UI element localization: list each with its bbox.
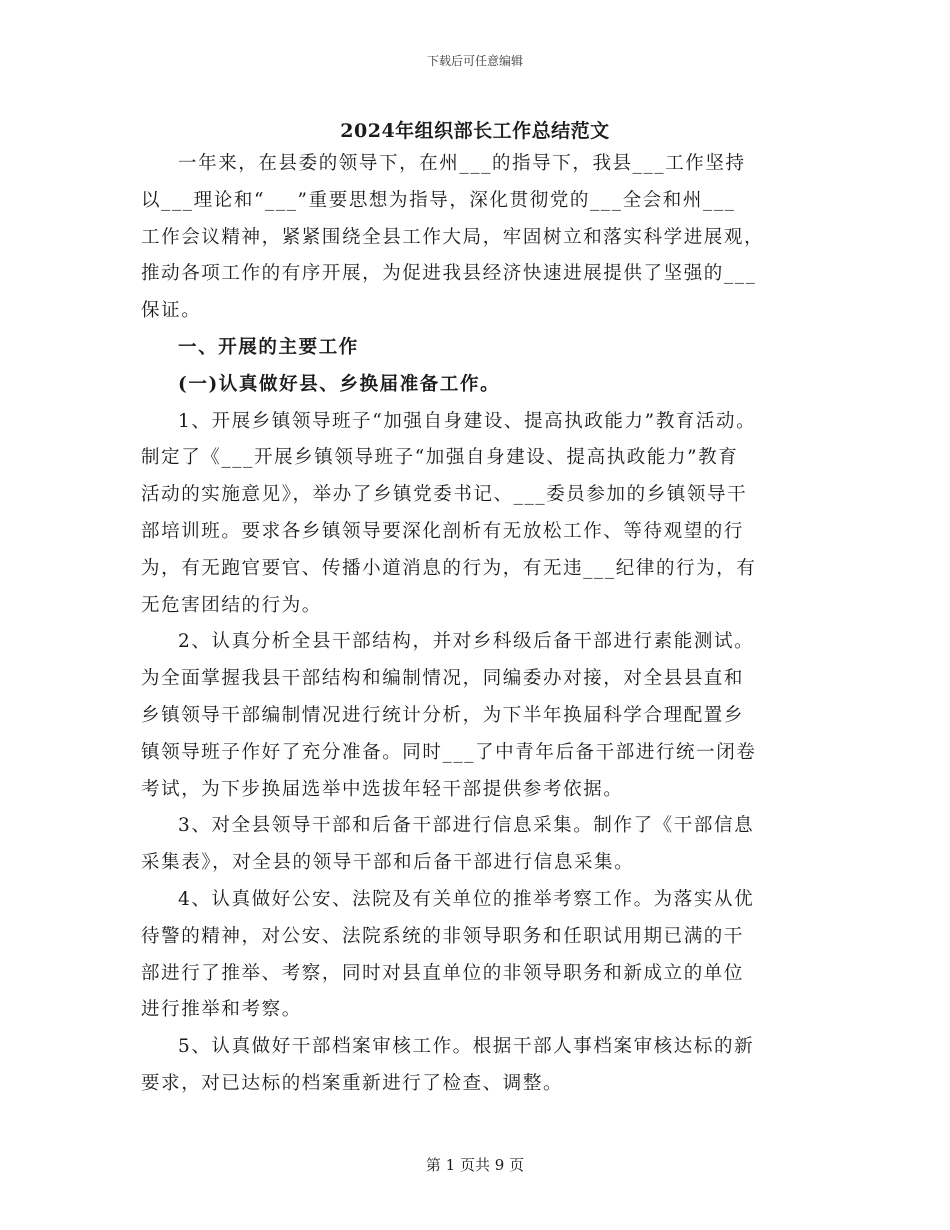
text-line: 镇领导班子作好了充分准备。同时___了中青年后备干部进行统一闭卷 [141, 741, 757, 763]
text-line: 为全面掌握我县干部结构和编制情况，同编委办对接，对全县县直和 [141, 668, 745, 690]
text-line: 要求，对已达标的档案重新进行了检查、调整。 [141, 1072, 564, 1094]
text-line: 保证。 [141, 300, 202, 322]
body-paragraph [141, 404, 821, 625]
text-line: 部进行了推举、考察，同时对县直单位的非领导职务和新成立的单位 [141, 962, 745, 984]
section-heading [141, 330, 821, 367]
body-paragraph [141, 808, 821, 882]
text-line: 2、认真分析全县干部结构，并对乡科级后备干部进行素能测试。 [178, 631, 755, 653]
text-line: 进行推举和考察。 [141, 999, 302, 1021]
body-paragraph [141, 1029, 821, 1103]
text-line: 推动各项工作的有序开展，为促进我县经济快速进展提供了坚强的___ [141, 263, 757, 285]
page-number: 第 1 页共 9 页 [425, 1156, 525, 1174]
text-line: 采集表》，对全县的领导干部和后备干部进行信息采集。 [141, 852, 635, 874]
text-line: (一)认真做好县、乡换届准备工作。 [178, 373, 501, 395]
body-paragraph [141, 146, 821, 330]
text-line: 为，有无跑官要官、传播小道消息的行为，有无违___纪律的行为，有 [141, 557, 757, 579]
text-line: 制定了《___开展乡镇领导班子“加强自身建设、提高执政能力”教育 [141, 447, 739, 469]
text-line: 3、对全县领导干部和后备干部进行信息采集。制作了《干部信息 [178, 815, 755, 837]
text-line: 一、开展的主要工作 [178, 336, 359, 358]
text-line: 以___理论和“___”重要思想为指导，深化贯彻党的___全会和州___ [141, 189, 736, 211]
header-note: 下载后可任意编辑 [426, 54, 523, 68]
text-line: 4、认真做好公安、法院及有关单位的推举考察工作。为落实从优 [178, 888, 755, 910]
section-heading [141, 367, 821, 404]
text-line: 1、开展乡镇领导班子“加强自身建设、提高执政能力”教育活动。 [178, 410, 757, 432]
text-line: 无危害团结的行为。 [141, 594, 322, 616]
text-line: 一年来，在县委的领导下，在州___的指导下，我县___工作坚持 [178, 153, 746, 174]
text-line: 乡镇领导干部编制情况进行统计分析，为下半年换届科学合理配置乡 [141, 704, 745, 726]
text-line: 部培训班。要求各乡镇领导要深化剖析有无放松工作、等待观望的行 [141, 520, 745, 542]
text-line: 待警的精神，对公安、法院系统的非领导职务和任职试用期已满的干 [141, 925, 745, 947]
document-title: 2024年组织部长工作总结范文 [340, 120, 610, 142]
text-line: 考试，为下步换届选举中选拔年轻干部提供参考依据。 [141, 778, 624, 800]
body-paragraph [141, 882, 821, 1029]
body-paragraph [141, 624, 821, 808]
text-line: 活动的实施意见》，举办了乡镇党委书记、___委员参加的乡镇领导干 [141, 484, 748, 506]
text-line: 5、认真做好干部档案审核工作。根据干部人事档案审核达标的新 [178, 1036, 755, 1058]
document-body [141, 146, 821, 1103]
text-line: 工作会议精神，紧紧围绕全县工作大局，牢固树立和落实科学进展观， [141, 226, 765, 248]
